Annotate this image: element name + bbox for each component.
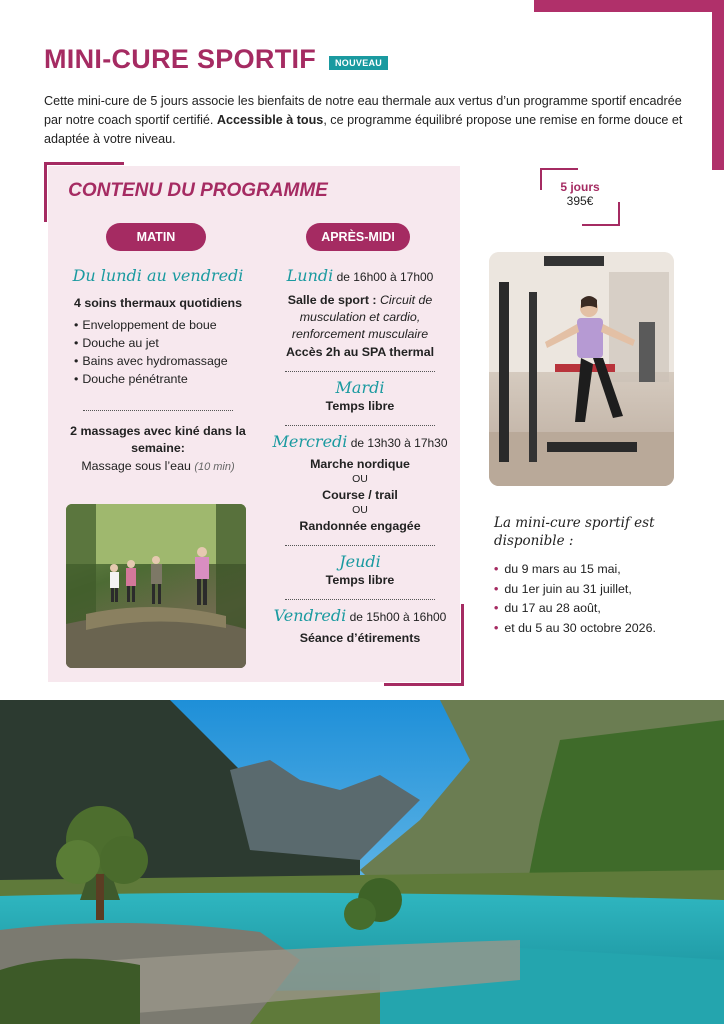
monday-activity xyxy=(270,291,450,343)
monday-day: Lundi xyxy=(286,266,334,285)
monday-activity-bold: Salle de sport : xyxy=(287,293,377,307)
gym-illustration xyxy=(489,252,674,486)
hikers-photo xyxy=(66,504,246,668)
landscape-illustration xyxy=(0,700,724,1024)
list-item: • et du 5 au 30 octobre 2026. xyxy=(494,619,714,639)
monday-extra: Accès 2h au SPA thermal xyxy=(285,345,435,359)
gym-photo xyxy=(489,252,674,486)
price-box xyxy=(540,168,620,226)
wednesday-option: Randonnée engagée xyxy=(299,519,421,533)
massage-desc-text: Massage sous l’eau xyxy=(81,459,191,473)
divider xyxy=(285,425,435,426)
list-item: • Douche pénétrante xyxy=(74,370,250,388)
availability-lead: La mini-cure sportif est disponible : xyxy=(494,515,655,549)
monday-activity-italic: Circuit de musculation et cardio, renforcement musculaire xyxy=(291,293,433,341)
price-amount: 395€ xyxy=(566,194,594,208)
morning-column xyxy=(66,266,250,473)
wednesday-line xyxy=(270,432,450,451)
new-badge: NOUVEAU xyxy=(329,56,388,70)
divider xyxy=(285,545,435,546)
intro-paragraph xyxy=(44,92,684,149)
page-title: MINI-CURE SPORTIF xyxy=(44,44,317,74)
mountain-lake-photo xyxy=(0,700,724,1024)
intro-text-2: , ce programme équilibré propose une remise en forme douce et adaptée à votre niveau. xyxy=(44,113,683,146)
massage-title: 2 massages avec kiné dans la semaine: xyxy=(70,424,246,455)
wednesday-day: Mercredi xyxy=(272,432,348,451)
friday-day: Vendredi xyxy=(273,606,347,625)
monday-time: de 16h00 à 17h00 xyxy=(336,270,434,284)
list-item: • du 9 mars au 15 mai, xyxy=(494,560,714,580)
afternoon-column xyxy=(270,266,450,647)
list-item: • Bains avec hydromassage xyxy=(74,352,250,370)
intro-text-bold: Accessible à tous xyxy=(216,113,324,127)
massage-duration: (10 min) xyxy=(194,461,235,473)
or-label: OU xyxy=(352,473,368,485)
list-item: • du 17 au 28 août, xyxy=(494,599,714,619)
list-item: • Douche au jet xyxy=(74,334,250,352)
tuesday-day: Mardi xyxy=(335,378,385,397)
availability-list xyxy=(494,560,714,638)
thursday-day: Jeudi xyxy=(339,552,381,571)
price-duration: 5 jours xyxy=(560,180,600,194)
thursday-activity: Temps libre xyxy=(325,573,395,587)
intro-text-1: Cette mini-cure de 5 jours associe les bienfaits de notre eau thermale aux vertus d’un programme sportif encadrée par notre coach sportif certifié. xyxy=(44,94,682,127)
massage-desc xyxy=(66,459,250,473)
morning-label: MATIN xyxy=(106,223,206,251)
afternoon-label: APRÈS-MIDI xyxy=(306,223,410,251)
tuesday-activity: Temps libre xyxy=(325,399,395,413)
wednesday-option: Course / trail xyxy=(322,488,398,502)
or-label: OU xyxy=(352,504,368,516)
divider xyxy=(83,410,233,411)
wednesday-option: Marche nordique xyxy=(310,457,410,471)
soins-title: 4 soins thermaux quotidiens xyxy=(74,296,242,310)
availability-section xyxy=(494,514,714,638)
divider xyxy=(285,371,435,372)
morning-days: Du lundi au vendredi xyxy=(72,266,244,285)
friday-activity: Séance d’étirements xyxy=(299,631,421,645)
wednesday-time: de 13h30 à 17h30 xyxy=(350,436,448,450)
list-item: • Enveloppement de boue xyxy=(74,316,250,334)
hikers-illustration xyxy=(66,504,246,668)
divider xyxy=(285,599,435,600)
monday-line xyxy=(270,266,450,285)
soins-list xyxy=(74,316,250,388)
friday-line xyxy=(270,606,450,625)
friday-time: de 15h00 à 16h00 xyxy=(349,610,447,624)
program-title: CONTENU DU PROGRAMME xyxy=(68,180,328,201)
list-item: • du 1er juin au 31 juillet, xyxy=(494,580,714,600)
